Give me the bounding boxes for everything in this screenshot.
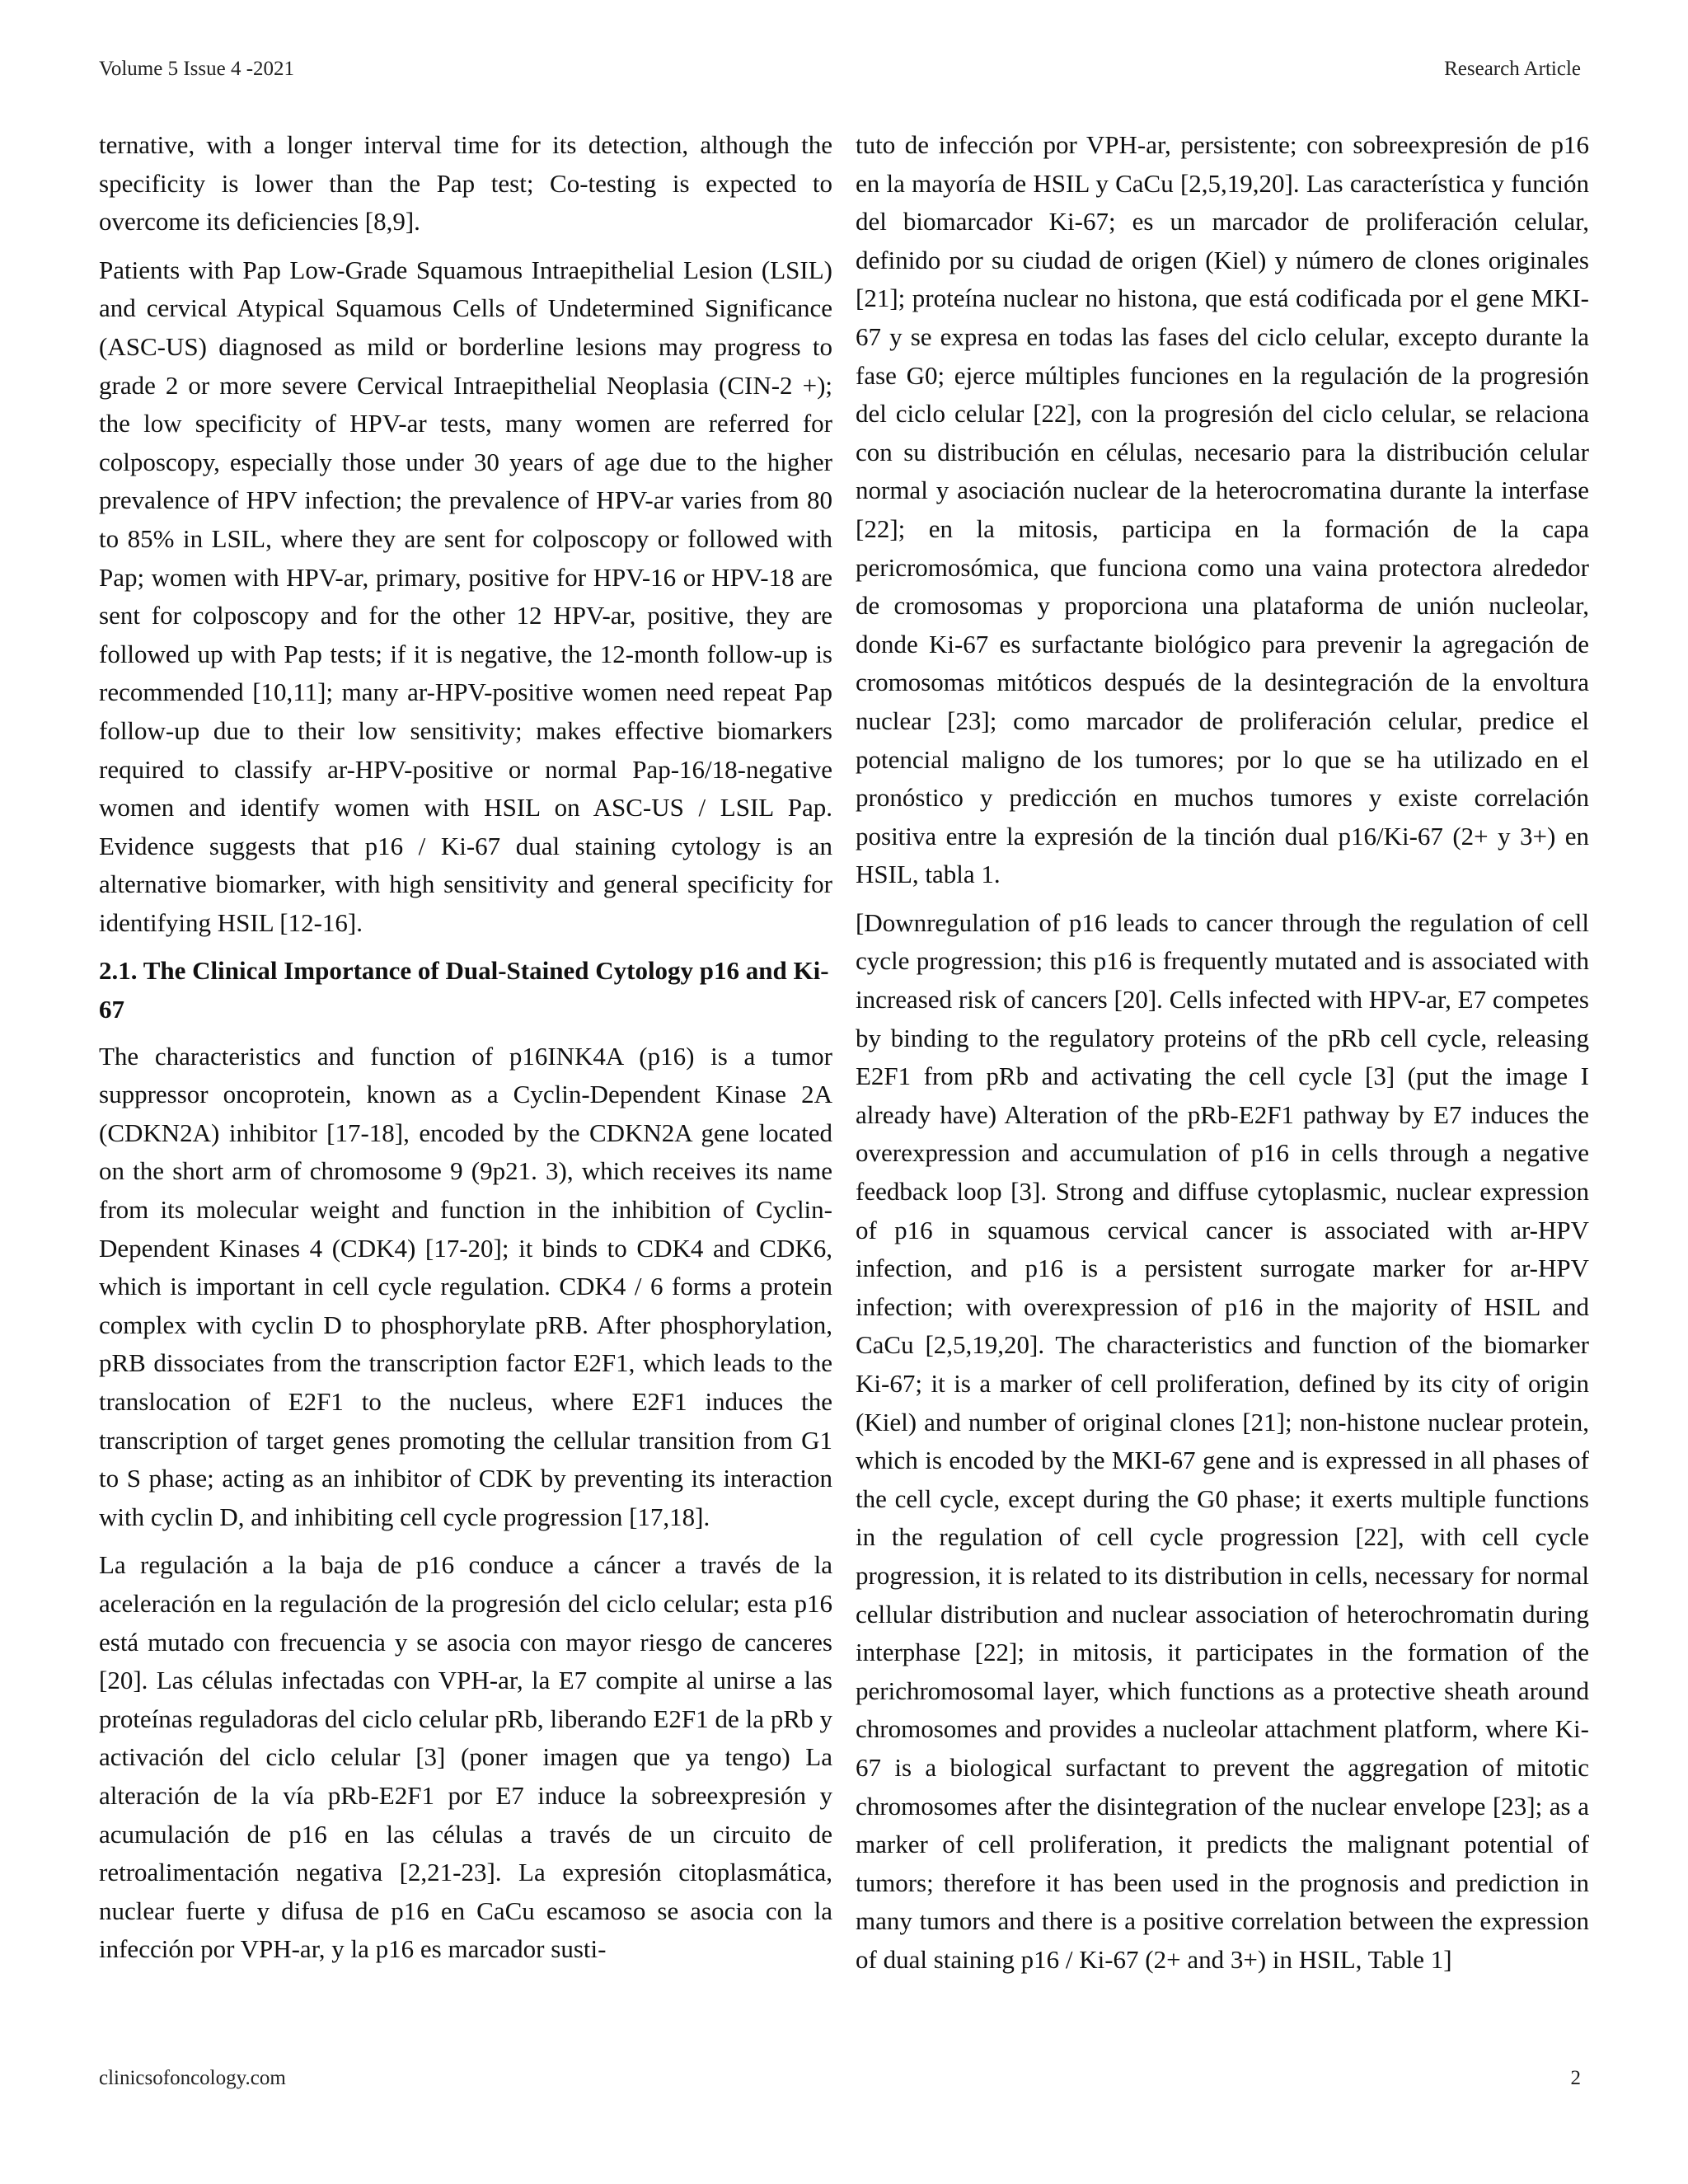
paragraph: tuto de infección por VPH-ar, persistente; con sobreexpresión de p16 en la mayoría de HSIL y CaCu [2,5,19,20]. Las característica y función del biomarcador Ki-67; es un marcador de proliferación celular, definido por su ciudad de origen (Kiel) y número de clones originales [21]; proteína nuclear no histona, que está codificada por el gene MKI-67 y se expresa en todas las fases del ciclo celular, excepto durante la fase G0; ejerce múltiples funciones en la regulación de la progresión del ciclo celular [22], con la progresión del ciclo celular, se relaciona con su distribución en células, necesario para la distribución celular normal y asociación nuclear de la heterocromatina durante la interfase [22]; en la mitosis, participa en la formación de la capa pericromosómica, que funciona como una vaina protectora alrededor de cromosomas y proporciona una plataforma de unión nucleolar, donde Ki-67 es surfactante biológico para prevenir la agregación de cromosomas mitóticos después de la desintegración de la envoltura nuclear [23]; como marcador de proliferación celular, predice el potencial maligno de los tumores; por lo que se ha utilizado en el pronóstico y predicción en muchos tumores y existe correlación positiva entre la expresión de la tinción dual p16/Ki-67 (2+ y 3+) en HSIL, tabla 1. [856, 130, 1589, 889]
right-column [856, 126, 1589, 1990]
page-number: 2 [1570, 2067, 1581, 2089]
paragraph: The characteristics and function of p16INK4A (p16) is a tumor suppressor oncoprotein, known as a Cyclin-Dependent Kinase 2A (CDKN2A) inhibitor [17-18], encoded by the CDKN2A gene located on the short arm of chromosome 9 (9p21. 3), which receives its name from its molecular weight and function in the inhibition of Cyclin-Dependent Kinases 4 (CDK4) [17-20]; it binds to CDK4 and CDK6, which is important in cell cycle regulation. CDK4 / 6 forms a protein complex with cyclin D to phosphorylate pRB. After phosphorylation, pRB dissociates from the transcription factor E2F1, which leads to the translocation of E2F1 to the nucleus, where E2F1 induces the transcription of target genes promoting the cellular transition from G1 to S phase; acting as an inhibitor of CDK by preventing its interaction with cyclin D, and inhibiting cell cycle progression [17,18]. [99, 1041, 832, 1531]
paragraph: Patients with Pap Low-Grade Squamous Intraepithelial Lesion (LSIL) and cervical Atypical Squamous Cells of Undetermined Significance (ASC-US) diagnosed as mild or borderline lesions may progress to grade 2 or more severe Cervical Intraepithelial Neoplasia (CIN-2 +); the low specificity of HPV-ar tests, many women are referred for colposcopy, especially those under 30 years of age due to the higher prevalence of HPV infection; the prevalence of HPV-ar varies from 80 to 85% in LSIL, where they are sent for colposcopy or followed with Pap; women with HPV-ar, primary, positive for HPV-16 or HPV-18 are sent for colposcopy and for the other 12 HPV-ar, positive, they are followed up with Pap tests; if it is negative, the 12-month follow-up is recommended [10,11]; many ar-HPV-positive women need repeat Pap follow-up due to their low sensitivity; makes effective biomarkers required to classify ar-HPV-positive or normal Pap-16/18-negative women and identify women with HSIL on ASC-US / LSIL Pap. Evidence suggests that p16 / Ki-67 dual staining cytology is an alternative biomarker, with high sensitivity and general specificity for identifying HSIL [12-16]. [99, 255, 832, 937]
journal-website: clinicsofoncology.com [99, 2067, 286, 2089]
paragraph: [Downregulation of p16 leads to cancer through the regulation of cell cycle progression; this p16 is frequently mutated and is associated with increased risk of cancers [20]. Cells infected with HPV-ar, E7 competes by binding to the regulatory proteins of the pRb cell cycle, releasing E2F1 from pRb and activating the cell cycle [3] (put the image I already have) Alteration of the pRb-E2F1 pathway by E7 induces the overexpression and accumulation of p16 in cells through a negative feedback loop [3]. Strong and diffuse cytoplasmic, nuclear expression of p16 in squamous cervical cancer is associated with ar-HPV infection, and p16 is a persistent surrogate marker for ar-HPV infection; with overexpression of p16 in the majority of HSIL and CaCu [2,5,19,20]. The characteristics and function of the biomarker Ki-67; it is a marker of cell proliferation, defined by its city of origin (Kiel) and number of original clones [21]; non-histone nuclear protein, which is encoded by the MKI-67 gene and is expressed in all phases of the cell cycle, except during the G0 phase; it exerts multiple functions in the regulation of cell cycle progression [22], with cell cycle progression, it is related to its distribution in cells, necessary for normal cellular distribution and nuclear association of heterochromatin during interphase [22]; in mitosis, it participates in the formation of the perichromosomal layer, which functions as a protective sheath around chromosomes and provides a nucleolar attachment platform, where Ki-67 is a biological surfactant to prevent the aggregation of mitotic chromosomes after the disintegration of the nuclear envelope [23]; as a marker of cell proliferation, it predicts the malignant potential of tumors; therefore it has been used in the prognosis and prediction in many tumors and there is a positive correlation between the expression of dual staining p16 / Ki-67 (2+ and 3+) in HSIL, Table 1] [856, 907, 1589, 1974]
paragraph: La regulación a la baja de p16 conduce a cáncer a través de la aceleración en la regulación de la progresión del ciclo celular; esta p16 está mutado con frecuencia y se asocia con mayor riesgo de canceres [20]. Las células infectadas con VPH-ar, la E7 compite al unirse a las proteínas reguladoras del ciclo celular pRb, liberando E2F1 de la pRb y activación del ciclo celular [3] (poner imagen que ya tengo) La alteración de la vía pRb-E2F1 por E7 induce la sobreexpresión y acumulación de p16 en las células a través de un circuito de retroalimentación negativa [2,21-23]. La expresión citoplasmática, nuclear fuerte y difusa de p16 en CaCu escamoso se asocia con la infección por VPH-ar, y la p16 es marcador susti- [99, 1550, 832, 1964]
section-heading: 2.1. The Clinical Importance of Dual-Stained Cytology p16 and Ki-67 [99, 956, 829, 1024]
article-type: Research Article [1444, 58, 1581, 80]
left-column [99, 126, 832, 1979]
journal-volume: Volume 5 Issue 4 -2021 [99, 58, 295, 80]
paragraph: ternative, with a longer interval time for its detection, although the specificity is lower than the Pap test; Co-testing is expected to overcome its deficiencies [8,9]. [99, 130, 832, 237]
